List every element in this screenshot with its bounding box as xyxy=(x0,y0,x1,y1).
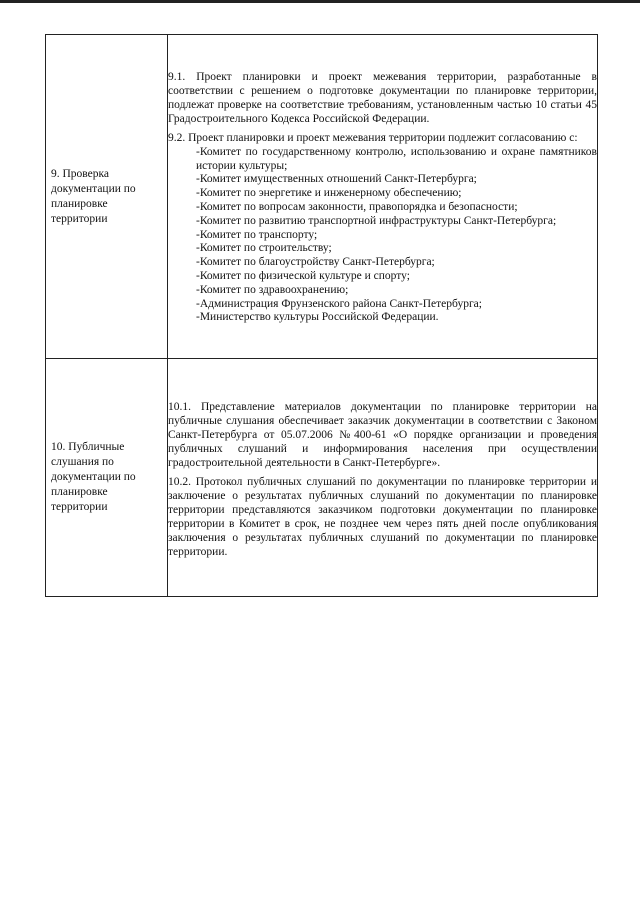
list-item: -Комитет имущественных отношений Санкт-Петербурга; xyxy=(196,173,477,186)
page-top-rule xyxy=(0,0,640,3)
table-row xyxy=(46,35,598,359)
list-item: -Комитет по строительству; xyxy=(196,242,332,255)
list-item: -Комитет по развитию транспортной инфраструктуры Санкт-Петербурга; xyxy=(196,214,557,227)
row-content-cell xyxy=(168,359,598,597)
list-item: -Комитет по энергетике и инженерному обеспечению; xyxy=(196,187,462,200)
list-item: -Комитет по вопросам законности, правопорядка и безопасности; xyxy=(196,201,518,213)
requirements-table xyxy=(45,34,598,597)
row-label: 9. Проверка документации по планировке территории xyxy=(51,167,136,225)
list-item: -Министерство культуры Российской Федерации. xyxy=(196,311,439,324)
row-label: 10. Публичные слушания по документации по планировке территории xyxy=(51,441,136,513)
list-item: -Администрация Фрунзенского района Санкт-Петербурга; xyxy=(196,297,482,310)
paragraph: 10.2. Протокол публичных слушаний по документации по планировке территории и заключение о результатах публичных слушаний по документации по планировке территории представляются заказчиком подготовки документации по планировке территории в Комитет в срок, не позднее чем через пять дней после опубликования заключения о результатах публичных слушаний по документации по планировке территории. xyxy=(168,476,597,558)
list-item: -Комитет по благоустройству Санкт-Петербурга; xyxy=(196,256,435,269)
row-content-cell xyxy=(168,35,598,359)
list-item: -Комитет по государственному контролю, использованию и охране памятников истории культуры; xyxy=(196,145,597,172)
approval-list xyxy=(168,146,597,325)
paragraph: 9.1. Проект планировки и проект межевания территории, разработанные в соответствии с решением о подготовке документации по планировке территории, подлежат проверке на соответствие требованиям, установленным частью 10 статьи 45 Градостроительного Кодекса Российской Федерации. xyxy=(168,70,597,125)
paragraph: 9.2. Проект планировки и проект межевания территории подлежит согласованию с: xyxy=(168,131,578,144)
row-label-cell xyxy=(46,35,168,359)
list-item: -Комитет по физической культуре и спорту; xyxy=(196,269,410,282)
table-row xyxy=(46,359,598,597)
row-label-cell xyxy=(46,359,168,597)
paragraph: 10.1. Представление материалов документации по планировке территории на публичные слушания обеспечивает заказчик документации в соответствии с Законом Санкт-Петербурга от 05.07.2006 №400-61 «О порядке организации и проведения публичных слушаний и информирования населения при осуществлении градостроительной деятельности в Санкт-Петербурге». xyxy=(168,401,597,469)
list-item: -Комитет по транспорту; xyxy=(196,228,318,241)
list-item: -Комитет по здравоохранению; xyxy=(196,283,349,296)
